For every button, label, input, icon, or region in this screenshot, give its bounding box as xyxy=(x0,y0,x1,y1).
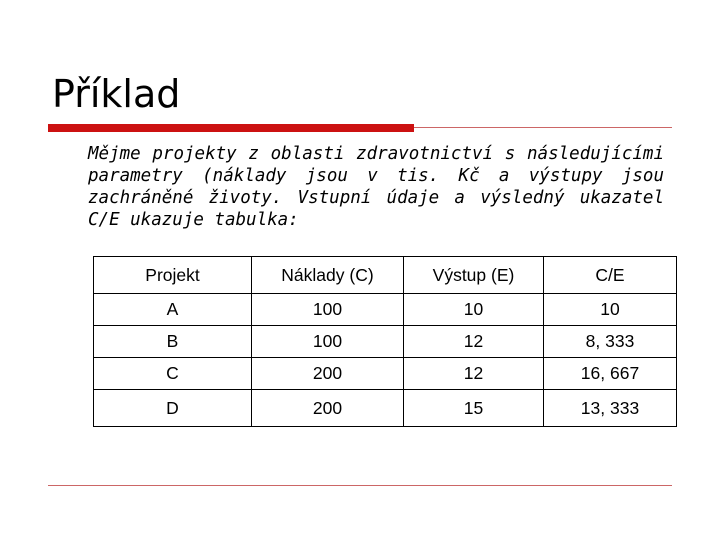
table-row xyxy=(94,390,677,427)
footer-divider xyxy=(48,485,672,486)
header-projekt: Projekt xyxy=(94,257,252,294)
cell-vystup: 12 xyxy=(404,326,544,358)
cell-projekt: B xyxy=(94,326,252,358)
projects-table xyxy=(93,256,677,427)
cell-naklady: 200 xyxy=(252,390,404,427)
header-ce: C/E xyxy=(544,257,677,294)
cell-ce: 10 xyxy=(544,294,677,326)
cell-ce: 16, 667 xyxy=(544,358,677,390)
cell-naklady: 100 xyxy=(252,326,404,358)
cell-vystup: 10 xyxy=(404,294,544,326)
header-naklady: Náklady (C) xyxy=(252,257,404,294)
intro-paragraph: Mějme projekty z oblasti zdravotnictví s následujícími parametry (náklady jsou v tis. Kč a výstupy jsou zachráněné životy. Vstupní údaje a výsledný ukazatel C/E ukazuje tabulka: xyxy=(88,144,664,230)
cell-ce: 8, 333 xyxy=(544,326,677,358)
header-vystup: Výstup (E) xyxy=(404,257,544,294)
title-underline-thin xyxy=(414,127,672,128)
table-header-row xyxy=(94,257,677,294)
cell-vystup: 12 xyxy=(404,358,544,390)
table-row xyxy=(94,326,677,358)
cell-projekt: D xyxy=(94,390,252,427)
cell-vystup: 15 xyxy=(404,390,544,427)
cell-naklady: 100 xyxy=(252,294,404,326)
table-row xyxy=(94,358,677,390)
cell-projekt: A xyxy=(94,294,252,326)
cell-naklady: 200 xyxy=(252,358,404,390)
cell-projekt: C xyxy=(94,358,252,390)
title-underline-accent xyxy=(48,124,414,132)
table-row xyxy=(94,294,677,326)
slide-title: Příklad xyxy=(52,72,181,116)
cell-ce: 13, 333 xyxy=(544,390,677,427)
